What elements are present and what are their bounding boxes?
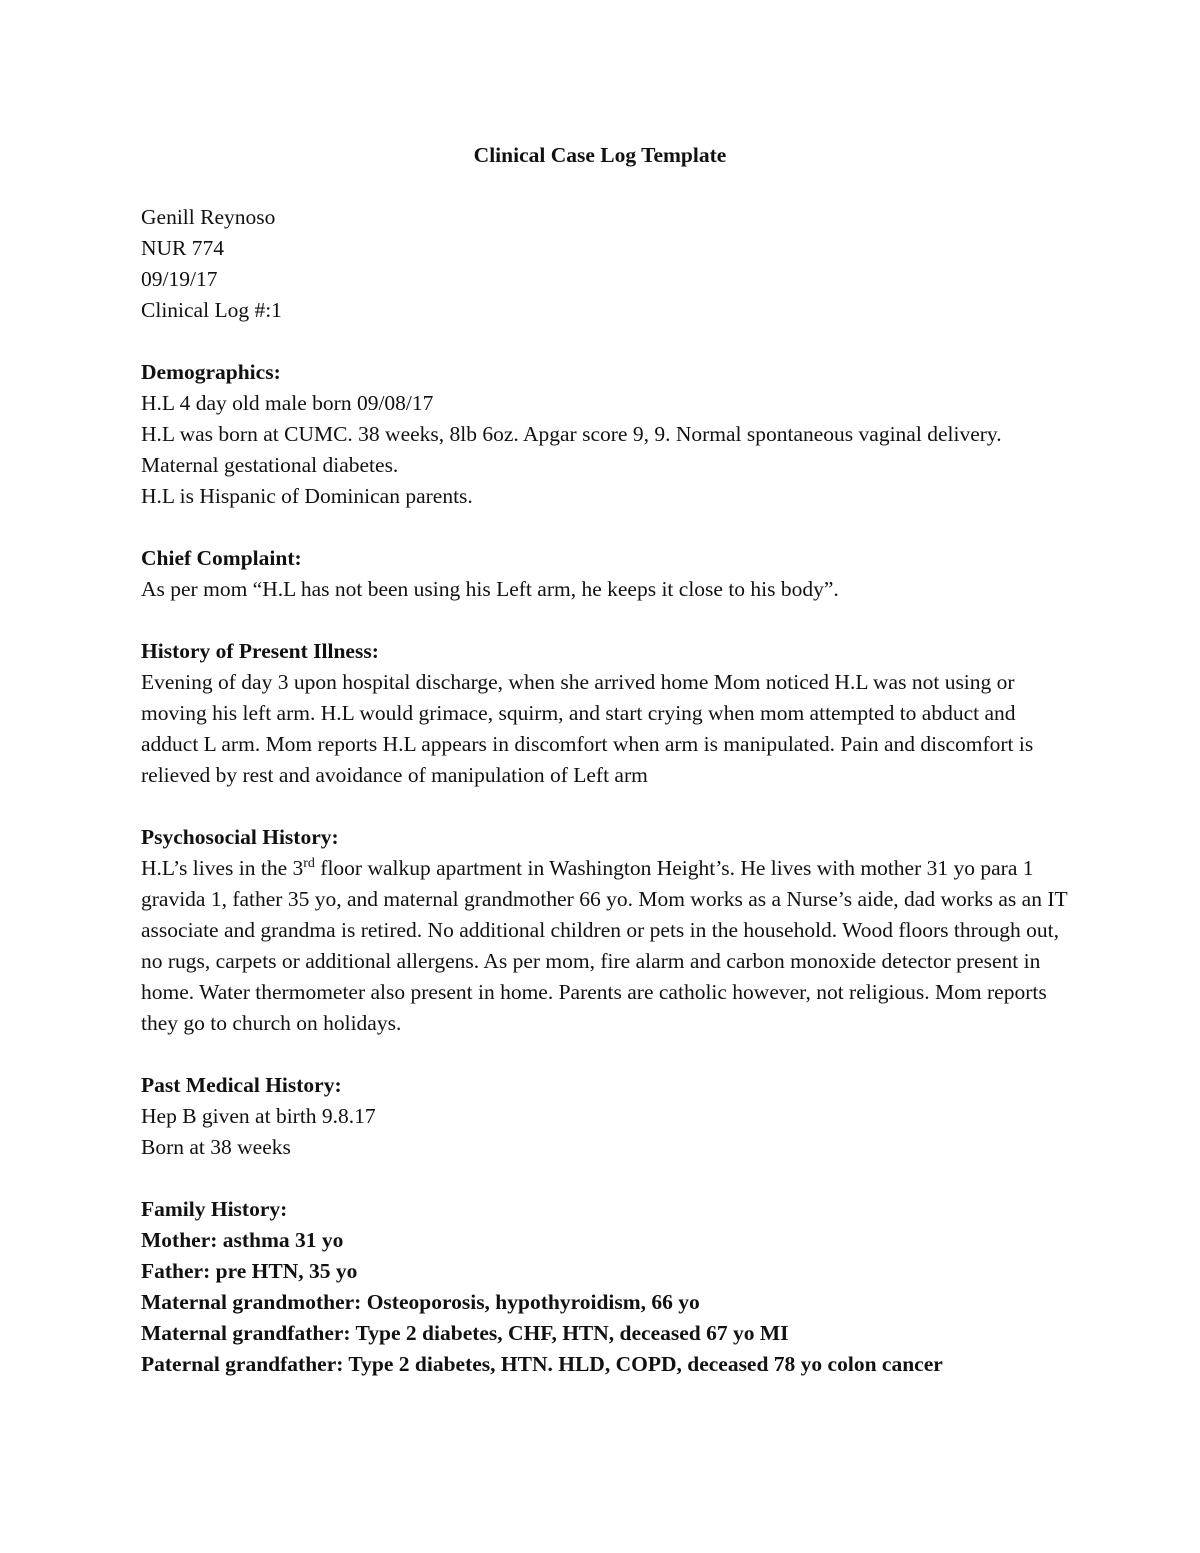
chief-complaint-heading: Chief Complaint: [141, 546, 302, 570]
psychosocial-text-rest: floor walkup apartment in Washington Height’s. He lives with mother 31 yo para 1 gravida 1, father 35 yo, and maternal grandmother 66 yo. Mom works as a Nurse’s aide, dad works as an IT associate and grandma is retired. No additional children or pets in the household. Wood floors through out, no rugs, carpets or additional allergens. As per mom, fire alarm and carbon monoxide detector present in home. Water thermometer also present in home. Parents are catholic however, not religious. Mom reports they go to church on holidays. [141, 856, 1068, 1035]
family-history-item: Maternal grandmother: Osteoporosis, hypothyroidism, 66 yo [141, 1290, 700, 1314]
log-date: 09/19/17 [141, 267, 218, 291]
student-name: Genill Reynoso [141, 205, 276, 229]
psychosocial-text-start: H.L’s lives in the 3 [141, 856, 304, 880]
course-code: NUR 774 [141, 236, 225, 260]
document-body [141, 140, 1071, 1380]
log-number: Clinical Log #:1 [141, 298, 282, 322]
ordinal-superscript: rd [303, 856, 315, 871]
demographics-line: H.L 4 day old male born 09/08/17 [141, 391, 434, 415]
demographics-paragraph: H.L was born at CUMC. 38 weeks, 8lb 6oz. Apgar score 9, 9. Normal spontaneous vaginal delivery. Maternal gestational diabetes. [141, 422, 1002, 477]
psychosocial-text [141, 853, 1071, 1039]
demographics-line: H.L is Hispanic of Dominican parents. [141, 484, 473, 508]
family-history-item: Maternal grandfather: Type 2 diabetes, CHF, HTN, deceased 67 yo MI [141, 1321, 789, 1345]
document-title: Clinical Case Log Template [473, 143, 727, 167]
pmh-section [141, 1070, 1071, 1163]
hpi-heading: History of Present Illness: [141, 639, 379, 663]
family-history-item: Paternal grandfather: Type 2 diabetes, HTN. HLD, COPD, deceased 78 yo colon cancer [141, 1352, 943, 1376]
demographics-heading: Demographics: [141, 360, 281, 384]
pmh-item: Born at 38 weeks [141, 1135, 291, 1159]
family-history-section [141, 1194, 1071, 1380]
psychosocial-heading: Psychosocial History: [141, 825, 339, 849]
header-block [141, 202, 1071, 326]
family-history-heading: Family History: [141, 1197, 288, 1221]
chief-complaint-section [141, 543, 1071, 605]
demographics-section [141, 357, 1071, 512]
psychosocial-section [141, 822, 1071, 1039]
family-history-item: Mother: asthma 31 yo [141, 1228, 344, 1252]
pmh-heading: Past Medical History: [141, 1073, 342, 1097]
family-history-item: Father: pre HTN, 35 yo [141, 1259, 358, 1283]
hpi-text: Evening of day 3 upon hospital discharge, when she arrived home Mom noticed H.L was not using or moving his left arm. H.L would grimace, squirm, and start crying when mom attempted to abduct and adduct L arm. Mom reports H.L appears in discomfort when arm is manipulated. Pain and discomfort is relieved by rest and avoidance of manipulation of Left arm [141, 670, 1034, 787]
hpi-section [141, 636, 1071, 791]
chief-complaint-text: As per mom “H.L has not been using his Left arm, he keeps it close to his body”. [141, 577, 839, 601]
pmh-item: Hep B given at birth 9.8.17 [141, 1104, 376, 1128]
